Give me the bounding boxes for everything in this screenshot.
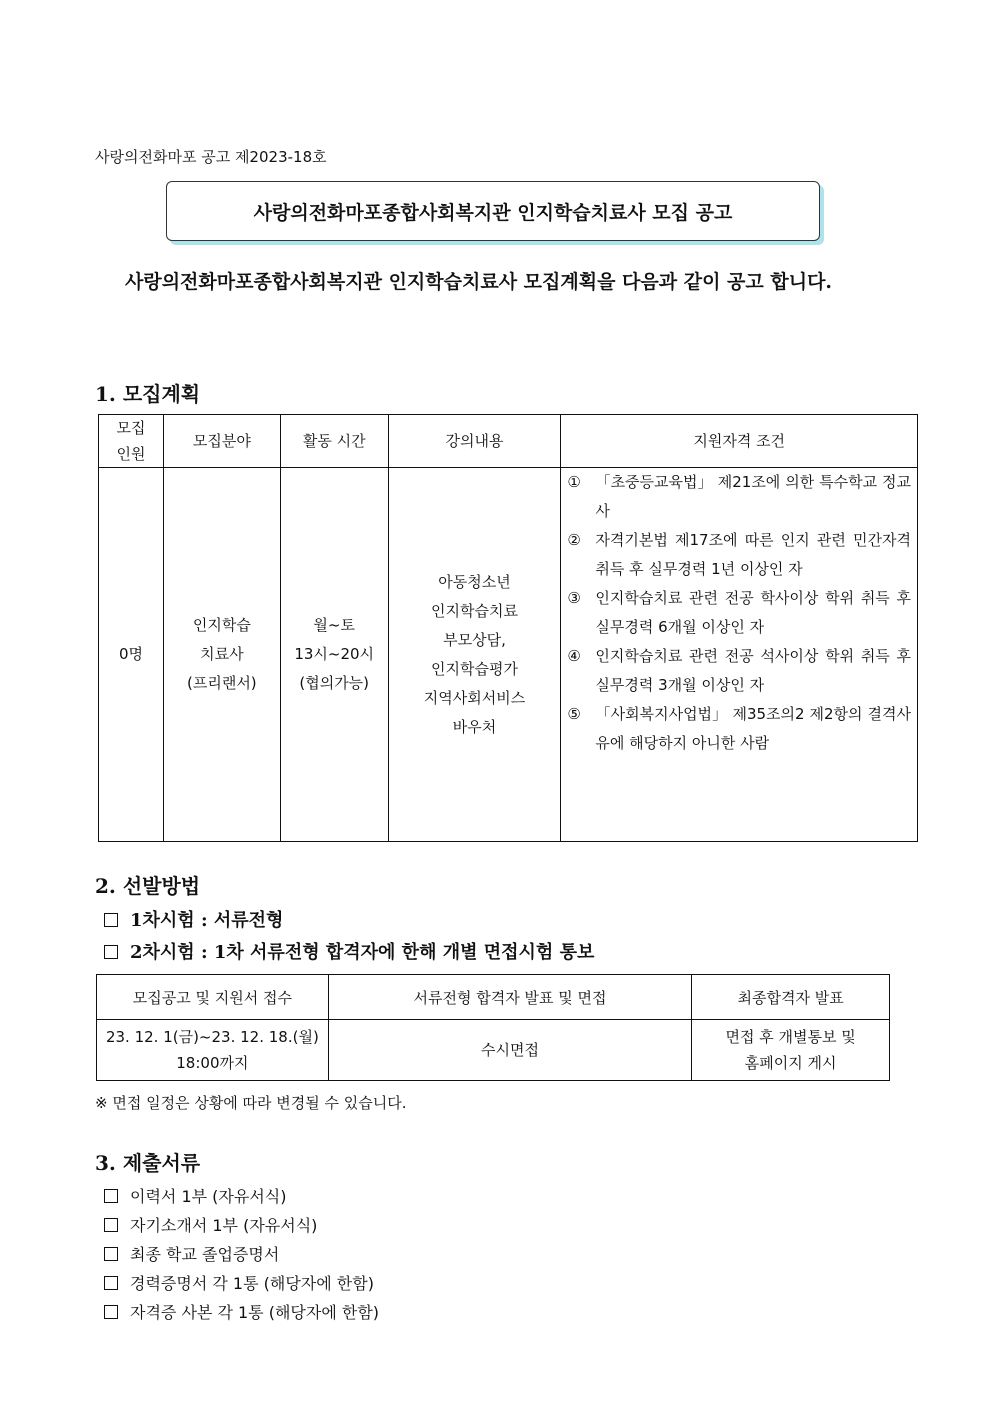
document-item: 이력서 1부 (자유서식) xyxy=(104,1184,286,1207)
section-title-selection: 2. 선발방법 xyxy=(95,874,201,898)
intro-paragraph: 사랑의전화마포종합사회복지관 인지학습치료사 모집계획을 다음과 같이 공고 합니다. xyxy=(125,271,833,293)
checkbox-icon xyxy=(104,1218,118,1232)
header-count: 모집 인원 xyxy=(99,415,164,468)
checkbox-icon xyxy=(104,1247,118,1261)
table-row xyxy=(99,468,918,842)
qualification-item: ① 「초중등교육법」 제21조에 의한 특수학교 정교사 xyxy=(567,473,911,520)
qualification-item: ② 자격기본법 제17조에 따른 인지 관련 민간자격 취득 후 실무경력 1년 이상인 자 xyxy=(567,531,911,578)
checkbox-icon xyxy=(104,1276,118,1290)
header-application: 모집공고 및 지원서 접수 xyxy=(97,975,329,1020)
section-title-plan: 1. 모집계획 xyxy=(95,382,201,406)
schedule-note: ※ 면접 일정은 상황에 따라 변경될 수 있습니다. xyxy=(95,1094,407,1112)
header-content: 강의내용 xyxy=(388,415,561,468)
qualification-item: ④ 인지학습치료 관련 전공 석사이상 학위 취득 후 실무경력 3개월 이상인 자 xyxy=(567,647,911,694)
document-item: 자격증 사본 각 1통 (해당자에 한함) xyxy=(104,1300,379,1323)
document-title xyxy=(166,181,820,241)
checkbox-icon xyxy=(104,945,118,959)
section-title-documents: 3. 제출서류 xyxy=(95,1151,201,1175)
interview-schedule: 수시면접 xyxy=(328,1020,691,1081)
recruit-count: 0명 xyxy=(99,468,164,842)
recruit-plan-table xyxy=(98,414,918,842)
checkbox-icon xyxy=(104,1305,118,1319)
header-hours: 활동 시간 xyxy=(280,415,388,468)
lecture-content: 아동청소년 인지학습치료 부모상담, 인지학습평가 지역사회서비스 바우처 xyxy=(388,468,561,842)
header-interview: 서류전형 합격자 발표 및 면접 xyxy=(328,975,691,1020)
final-announcement: 면접 후 개별통보 및 홈페이지 게시 xyxy=(692,1020,890,1081)
schedule-table xyxy=(96,974,890,1081)
qualification-item: ⑤ 「사회복지사업법」 제35조의2 제2항의 결격사유에 해당하지 아니한 사람 xyxy=(567,705,911,752)
checkbox-icon xyxy=(104,913,118,927)
document-item: 경력증명서 각 1통 (해당자에 한함) xyxy=(104,1271,374,1294)
document-title-text: 사랑의전화마포종합사회복지관 인지학습치료사 모집 공고 xyxy=(253,201,733,224)
table-header-row xyxy=(97,975,890,1020)
qualification-list xyxy=(561,468,918,842)
document-item: 자기소개서 1부 (자유서식) xyxy=(104,1213,317,1236)
checkbox-icon xyxy=(104,1189,118,1203)
notice-number: 사랑의전화마포 공고 제2023-18호 xyxy=(95,148,327,166)
selection-step-2: 2차시험 : 1차 서류전형 합격자에 한해 개별 면접시험 통보 xyxy=(104,938,594,964)
table-row xyxy=(97,1020,890,1081)
recruit-field: 인지학습 치료사 (프리랜서) xyxy=(163,468,280,842)
table-header-row xyxy=(99,415,918,468)
document-item: 최종 학교 졸업증명서 xyxy=(104,1242,279,1265)
activity-hours: 월~토 13시~20시 (협의가능) xyxy=(280,468,388,842)
header-field: 모집분야 xyxy=(163,415,280,468)
qualification-item: ③ 인지학습치료 관련 전공 학사이상 학위 취득 후 실무경력 6개월 이상인 자 xyxy=(567,589,911,636)
header-qualifications: 지원자격 조건 xyxy=(561,415,918,468)
selection-step-1: 1차시험 : 서류전형 xyxy=(104,906,283,932)
application-period: 23. 12. 1(금)~23. 12. 18.(월) 18:00까지 xyxy=(97,1020,329,1081)
header-final: 최종합격자 발표 xyxy=(692,975,890,1020)
